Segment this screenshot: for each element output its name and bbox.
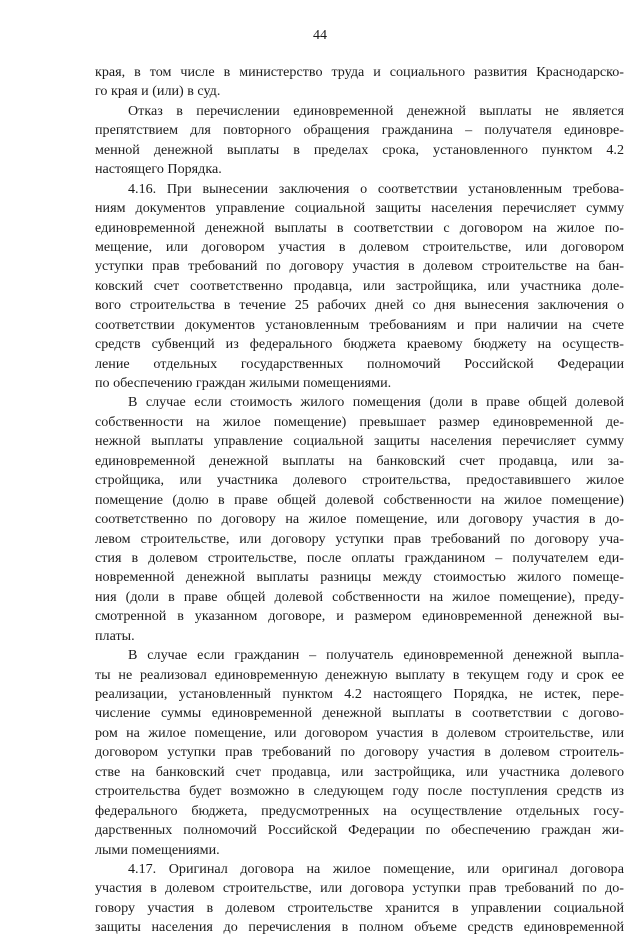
text-line: платы.	[95, 627, 135, 644]
text-line: вого строительства в течение 25 рабочих дней со дня вынесения заключения о	[95, 297, 624, 314]
text-line: го края и (или) в суд.	[95, 83, 221, 100]
text-line: ты не реализовал единовременную денежную выплату в текущем году и срок ее	[95, 666, 624, 683]
text-line: ковский счет соответственно продавца, или застройщика, или участника доле-	[95, 277, 624, 294]
text-line: уступки прав требований по договору участия в долевом строительстве на бан-	[95, 258, 624, 275]
text-line: защиты населения до перечисления в полном объеме средств единовременной	[95, 919, 624, 936]
text-line: говору участия в долевом строительстве хранится в управлении социальной	[95, 899, 624, 916]
text-line: новременной денежной выплаты разницы между стоимостью жилого помеще-	[95, 569, 624, 586]
text-line: договором уступки прав требований по договору участия в долевом строитель-	[95, 744, 624, 761]
text-line: единовременной денежной выплаты в соответствии с договором на жилое по-	[95, 219, 624, 236]
text-line: края, в том числе в министерство труда и социального развития Краснодарско-	[95, 64, 624, 80]
text-line: Отказ в перечислении единовременной денежной выплаты не является	[128, 102, 624, 119]
text-line: 4.17. Оригинал договора на жилое помещение, или оригинал договора	[128, 860, 624, 877]
text-line: реализации, установленный пунктом 4.2 настоящего Порядка, не истек, пере-	[95, 686, 624, 702]
text-line: ление отдельных государственных полномочий Российской Федерации	[95, 355, 624, 372]
text-line: соответствии документов установленным требованиям и при наличии на счете	[95, 316, 624, 333]
text-line: помещение (долю в праве общей долевой собственности на жилое помещение)	[95, 491, 624, 508]
text-line: смотренной в указанном договоре, и размером единовременной денежной вы-	[95, 608, 624, 625]
text-line: мещение, или договором участия в долевом строительстве, или договором	[95, 238, 624, 255]
page-number: 44	[313, 28, 327, 43]
text-line: левом строительстве, или договору уступки прав требований по договору уча-	[95, 530, 624, 547]
text-line: менной денежной выплаты в пределах срока, установленного пунктом 4.2	[95, 141, 624, 158]
text-line: лыми помещениями.	[95, 841, 220, 858]
text-line: стве на банковский счет продавца, или застройщика, или участника долевого	[95, 763, 624, 780]
text-line: ром на жилое помещение, или договором участия в долевом строительстве, или	[95, 724, 624, 741]
text-line: строительства будет возможно в следующем году после поступления средств из	[95, 783, 624, 800]
text-line: нежной выплаты управление социальной защиты населения перечисляет сумму	[95, 433, 624, 450]
document-body	[95, 63, 624, 938]
text-line: соответственно по договору на жилое помещение, или договору участия в до-	[95, 511, 624, 528]
text-line: дарственных полномочий Российской Федерации по обеспечению граждан жи-	[95, 822, 624, 839]
text-line: федерального бюджета, предусмотренных на осуществление отдельных госу-	[95, 802, 624, 819]
text-line: ниям документов управление социальной защиты населения перечисляет сумму	[95, 200, 624, 217]
text-line: ния (доли в праве общей долевой собственности на жилое помещение), преду-	[95, 588, 624, 605]
text-line: стия в долевом строительстве, после оплаты гражданином – получателем еди-	[95, 549, 624, 566]
text-line: препятствием для повторного обращения гражданина – получателя единовре-	[95, 122, 624, 139]
text-line: В случае если гражданин – получатель единовременной денежной выпла-	[128, 647, 624, 664]
text-line: средств субвенций из федерального бюджета краевому бюджету на осуществ-	[95, 336, 624, 353]
text-line: стройщика, или участника долевого строительства, предоставившего жилое	[95, 472, 624, 489]
text-line: по обеспечению граждан жилыми помещениями.	[95, 375, 392, 391]
text-line: участия в долевом строительстве, или договора уступки прав требований по до-	[95, 880, 624, 897]
text-line: настоящего Порядка.	[95, 161, 222, 178]
text-line: 4.16. При вынесении заключения о соответствии установленным требова-	[128, 180, 624, 197]
text-line: собственности на жилое помещение) превышает размер единовременной де-	[95, 413, 624, 430]
text-line: числение суммы единовременной денежной выплаты в соответствии с догово-	[95, 705, 624, 722]
text-line: единовременной денежной выплаты на банковский счет продавца, или за-	[95, 452, 624, 469]
text-line: В случае если стоимость жилого помещения (доли в праве общей долевой	[128, 394, 624, 411]
